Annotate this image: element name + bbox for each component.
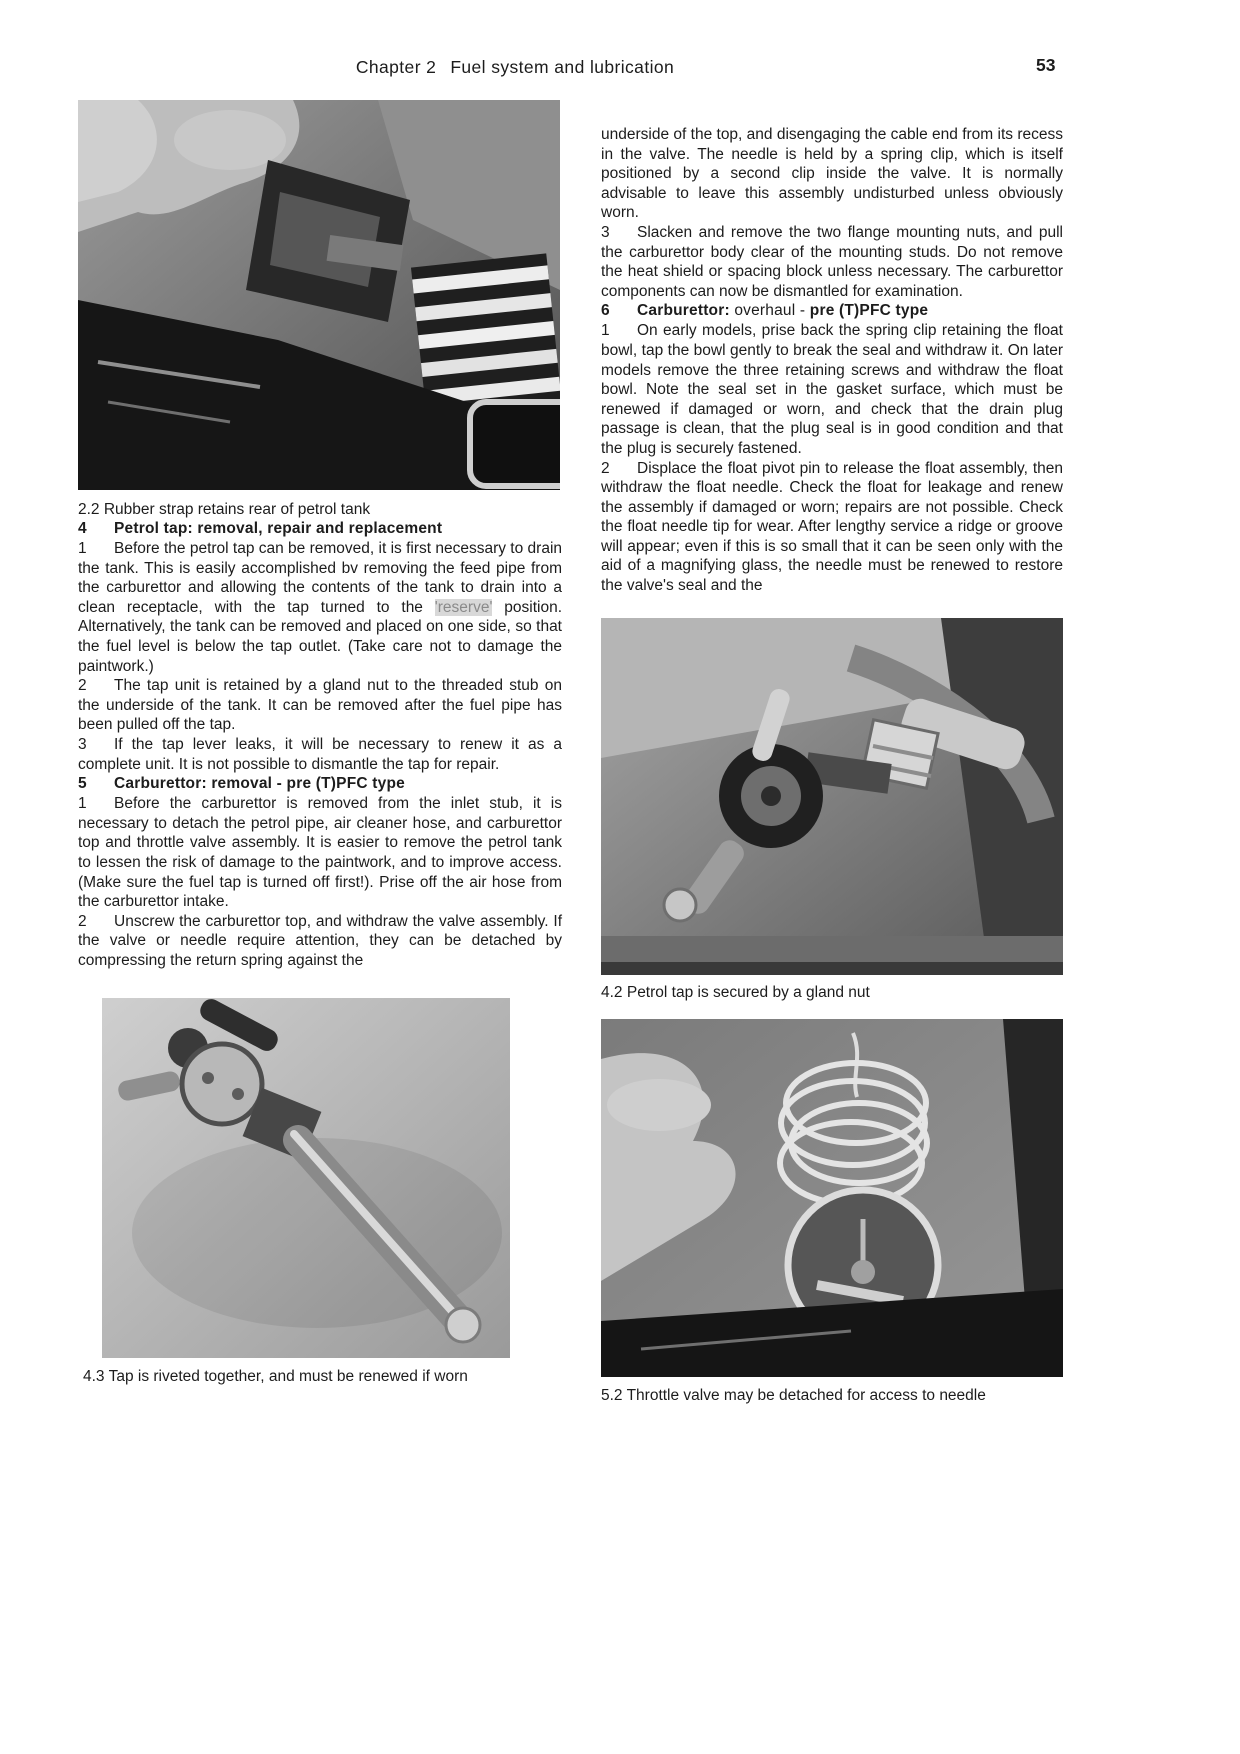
highlighted-word: 'reserve' xyxy=(434,598,493,616)
caption-4-3: 4.3 Tap is riveted together, and must be renewed if worn xyxy=(83,1368,468,1386)
section-title: Carburettor: removal - pre (T)PFC type xyxy=(114,775,405,793)
section-number: 5 xyxy=(78,775,87,793)
section-title: Petrol tap: removal, repair and replacement xyxy=(114,520,443,537)
riveted-tap-photo-art xyxy=(102,998,510,1358)
para-number: 1 xyxy=(78,795,87,813)
paragraph-6-1 xyxy=(601,321,1063,458)
para-number: 2 xyxy=(601,459,610,477)
paragraph-5-1 xyxy=(78,794,562,912)
caption-2-2: 2.2 Rubber strap retains rear of petrol tank xyxy=(78,501,371,518)
section-heading-petrol-tap xyxy=(78,519,562,539)
para-text: underside of the top, and disengaging the cable end from its recess in the valve. The needle is held by a spring clip, which is itself positioned by a second clip inside the valve. It is normally advisable to leave this assembly undisturbed unless obviously worn. xyxy=(601,126,1063,222)
right-column xyxy=(601,125,1063,1405)
para-text: Displace the float pivot pin to release the float assembly, then withdraw the float needle. Check the float for leakage and renew the assembly if damaged or worn; repairs are not possible. Check the float needle tip for wear. After lengthy service a ridge or groove will appear; even if this is so small that it can be seen only with the aid of a magnifying glass, the needle must be renewed to restore the valve's seal and the xyxy=(601,459,1063,595)
para-number: 2 xyxy=(78,677,87,695)
section-heading-carburettor-removal xyxy=(78,774,562,794)
photo-throttle-valve-spring xyxy=(601,1019,1063,1377)
chapter-title: Fuel system and lubrication xyxy=(450,57,675,77)
para-text: Unscrew the carburettor top, and withdraw the valve assembly. If the valve or needle require attention, they can be detached by compressing the return spring against the xyxy=(78,912,562,969)
paragraph-5-2 xyxy=(78,912,562,971)
page-header-title xyxy=(0,57,1030,78)
paragraph-continuation xyxy=(601,125,1063,223)
para-text: Before the petrol tap can be removed, it is first necessary to drain the tank. This is easily accomplished bv removing the feed pipe from the carburettor and allowing the contents of the tank to drain into a clean receptacle, with the tap turned to the xyxy=(78,540,563,616)
para-number: 3 xyxy=(601,223,610,241)
photo-petrol-tap-gland-nut xyxy=(601,618,1063,975)
left-column xyxy=(78,100,562,1386)
section-title-bold: Carburettor: xyxy=(637,302,730,320)
paragraph-4-3 xyxy=(78,735,562,774)
chapter-label: Chapter 2 xyxy=(355,57,437,77)
para-text: If the tap lever leaks, it will be necessary to renew it as a complete unit. It is not possible to dismantle the tap for repair. xyxy=(78,735,562,773)
section-number: 4 xyxy=(78,520,87,537)
page-number: 53 xyxy=(1036,55,1056,75)
paragraph-6-2 xyxy=(601,459,1063,596)
para-number: 2 xyxy=(78,912,87,930)
photo-riveted-tap xyxy=(102,998,510,1358)
para-text: Before the carburettor is removed from the inlet stub, it is necessary to detach the petrol pipe, air cleaner hose, and carburettor top and throttle valve assembly. It is easier to remove the petrol tank to lessen the risk of damage to the paintwork, and to improve access. (Make sure the fuel tap is turned off first!). Prise off the air hose from the carburettor intake. xyxy=(78,795,562,911)
section-title-normal: overhaul - xyxy=(734,302,806,320)
throttle-valve-photo-art xyxy=(601,1019,1063,1377)
paragraph-4-2 xyxy=(78,676,562,735)
para-number: 1 xyxy=(601,322,610,340)
photo-rubber-strap-petrol-tank xyxy=(78,100,560,490)
paragraph-4-1 xyxy=(78,539,562,676)
petrol-tap-photo-art xyxy=(601,618,1063,975)
caption-5-2: 5.2 Throttle valve may be detached for access to needle xyxy=(601,1386,986,1404)
para-number: 3 xyxy=(78,735,87,753)
section-heading-carburettor-overhaul xyxy=(601,301,1063,321)
para-text: Slacken and remove the two flange mounting nuts, and pull the carburettor body clear of the mounting studs. Do not remove the heat shield or spacing block unless necessary. The carburettor components can now be dismantled for examination. xyxy=(601,223,1063,300)
section-number: 6 xyxy=(601,302,610,320)
para-text: position. Alternatively, the tank can be removed and placed on one side, so that the fuel level is below the tap outlet. (Take care not to damage the paintwork.) xyxy=(78,598,562,675)
para-text: The tap unit is retained by a gland nut to the threaded stub on the underside of the tank. It can be removed after the fuel pipe has been pulled off the tap. xyxy=(78,677,562,734)
para-number: 1 xyxy=(78,540,87,557)
petrol-tank-strap-photo-art xyxy=(78,100,560,490)
caption-4-2: 4.2 Petrol tap is secured by a gland nut xyxy=(601,983,870,1001)
para-text: On early models, prise back the spring clip retaining the float bowl, tap the bowl gently to break the seal and withdraw it. On later models remove the three retaining screws and withdraw the float bowl. Note the seal set in the gasket surface, which must be renewed if damaged or worn, and check that the drain plug passage is clean, that the plug seal is in good condition and that the plug is securely fastened. xyxy=(601,322,1063,457)
paragraph-5-3 xyxy=(601,223,1063,301)
section-title-bold: pre (T)PFC type xyxy=(809,302,929,320)
